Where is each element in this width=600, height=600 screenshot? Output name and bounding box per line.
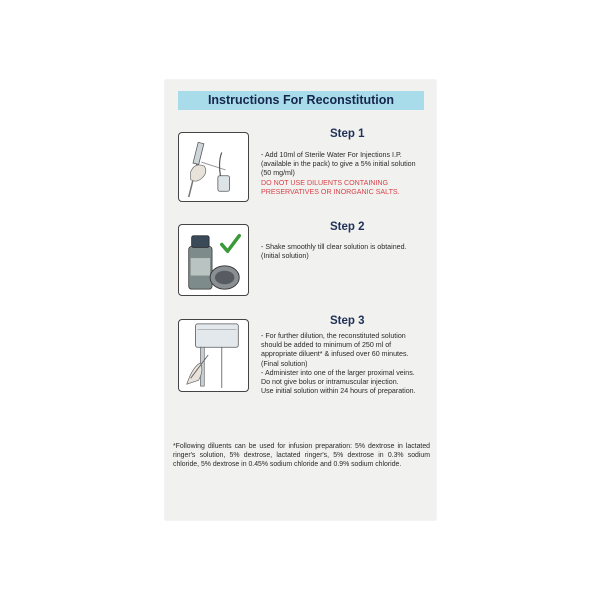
vial-with-checkmark-icon xyxy=(178,224,249,296)
step-1-heading: Step 1 xyxy=(330,128,365,140)
infusion-bag-icon xyxy=(178,319,249,392)
step-2-heading: Step 2 xyxy=(330,221,365,233)
diluent-footnote: *Following diluents can be used for infusion preparation: 5% dextrose in lactated ringer's solution, 5% dextrose, lactated ringer's, 5% dextrose in 0.3% sodium chloride, 5% dextrose in 0.45% sodium chloride and 0.9% sodium chloride. xyxy=(173,443,430,469)
step-3-heading: Step 3 xyxy=(330,315,365,327)
step-1-text: - Add 10ml of Sterile Water For Injections I.P. (available in the pack) to give a 5% initial solution (50 mg/ml) DO NOT USE DILUENTS CONTAINING PRESERVATIVES OR INORGANIC SALTS. xyxy=(261,151,431,197)
step-1-warning-line-1: DO NOT USE DILUENTS CONTAINING xyxy=(261,178,389,187)
step-2-text: - Shake smoothly till clear solution is obtained. (Initial solution) xyxy=(261,243,407,261)
step-1-warning-line-2: PRESERVATIVES OR INORGANIC SALTS. xyxy=(261,187,400,196)
page-title: Instructions For Reconstitution xyxy=(207,93,395,107)
step-3-text: - For further dilution, the reconstituted solution should be added to minimum of 250 ml of appropriate diluent* & infused over 60 minutes. (Final solution) - Administer into one of the larger proximal veins. Do not give bolus or intramuscular injection. Use initial solution within 24 hours of preparation. xyxy=(261,332,416,396)
syringe-injection-into-vial-icon xyxy=(178,132,249,202)
